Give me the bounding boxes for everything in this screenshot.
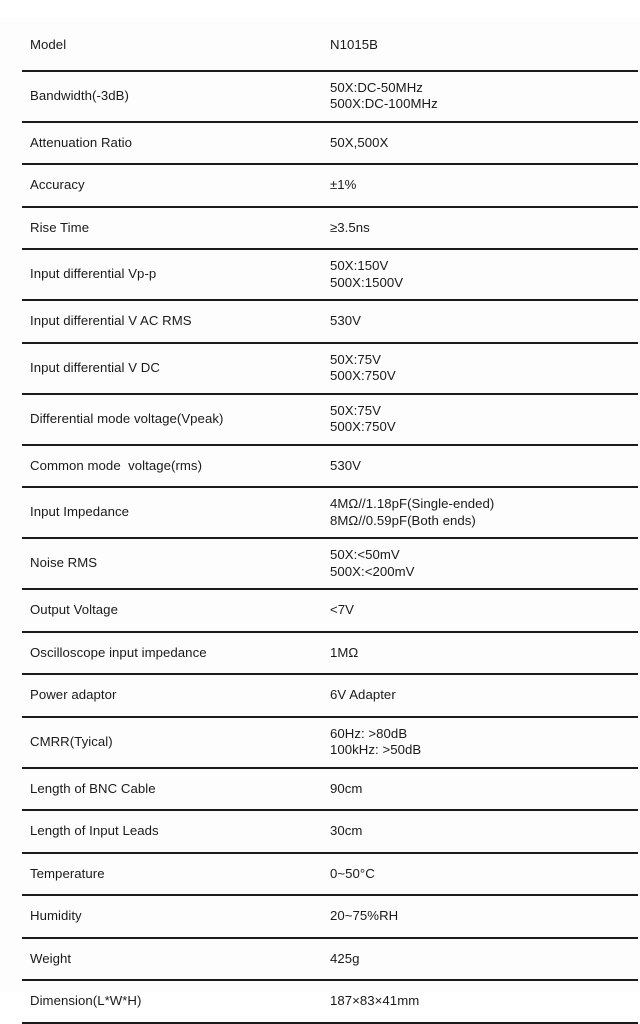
- spec-value-cell: [326, 538, 638, 589]
- spec-row: [22, 249, 638, 300]
- spec-value-cell: [326, 768, 638, 811]
- spec-row: [22, 122, 638, 165]
- spec-label-text: Model: [30, 37, 67, 52]
- spec-row: [22, 674, 638, 717]
- spec-label-cell: [22, 538, 326, 589]
- spec-value-cell: [326, 394, 638, 445]
- spec-value-line: 20~75%RH: [330, 908, 399, 923]
- spec-value-cell: [326, 589, 638, 632]
- spec-value-line: 500X:750V: [330, 368, 396, 383]
- spec-label-text: Dimension(L*W*H): [30, 993, 142, 1008]
- spec-value-line: N1015B: [330, 37, 378, 52]
- spec-value-line: 530V: [330, 313, 361, 328]
- spec-label-text: Temperature: [30, 865, 105, 881]
- spec-label-cell: [22, 895, 326, 938]
- spec-row: [22, 487, 638, 538]
- spec-value-line: 6V Adapter: [330, 687, 396, 702]
- spec-value-line: 30cm: [330, 823, 363, 838]
- spec-value-cell: [326, 487, 638, 538]
- spec-label-cell: [22, 768, 326, 811]
- spec-value-cell: [326, 71, 638, 122]
- spec-value-line: 530V: [330, 457, 361, 473]
- spec-value-cell: [326, 249, 638, 300]
- spec-label-text: Input Impedance: [30, 504, 129, 520]
- spec-value-line: ±1%: [330, 177, 357, 192]
- spec-value-cell: [326, 300, 638, 343]
- spec-value-line: 100kHz: >50dB: [330, 742, 422, 757]
- spec-row: [22, 300, 638, 343]
- spec-value-line: 425g: [330, 950, 360, 966]
- spec-value-line: 50X:75V: [330, 402, 381, 418]
- spec-label-cell: [22, 810, 326, 853]
- spec-value-cell: [326, 810, 638, 853]
- spec-label-cell: [22, 249, 326, 300]
- spec-label-text: Noise RMS: [30, 555, 98, 571]
- spec-row: [22, 394, 638, 445]
- spec-row: [22, 632, 638, 675]
- spec-row: [22, 895, 638, 938]
- spec-value-cell: [326, 980, 638, 1023]
- spec-label-text: Rise Time: [30, 219, 90, 235]
- spec-value-line: 50X,500X: [330, 134, 389, 150]
- spec-label-cell: [22, 122, 326, 165]
- spec-value-cell: [326, 17, 638, 71]
- spec-label-cell: [22, 980, 326, 1023]
- spec-value-line: 0~50°C: [330, 865, 375, 881]
- spec-row: [22, 853, 638, 896]
- spec-label-text: Differential mode voltage(Vpeak): [30, 410, 224, 426]
- spec-label-text: Input differential V DC: [30, 359, 160, 375]
- spec-label-cell: [22, 343, 326, 394]
- spec-value-line: 60Hz: >80dB: [330, 725, 408, 741]
- spec-value-cell: [326, 122, 638, 165]
- spec-value-cell: [326, 445, 638, 488]
- spec-value-cell: [326, 853, 638, 896]
- spec-value-line: 50X:DC-50MHz: [330, 79, 423, 95]
- spec-label-text: Power adaptor: [30, 687, 117, 702]
- spec-label-text: Output Voltage: [30, 602, 118, 617]
- spec-label-cell: [22, 717, 326, 768]
- spec-value-line: ≥3.5ns: [330, 219, 370, 235]
- spec-label-text: Length of BNC Cable: [30, 780, 156, 796]
- spec-value-line: 8MΩ//0.59pF(Both ends): [330, 512, 476, 528]
- spec-row: [22, 445, 638, 488]
- spec-row: [22, 938, 638, 981]
- spec-label-cell: [22, 71, 326, 122]
- spec-label-cell: [22, 17, 326, 71]
- spec-row: [22, 17, 638, 71]
- spec-value-line: 1MΩ: [330, 644, 359, 660]
- spec-value-line: 50X:150V: [330, 258, 389, 273]
- spec-label-cell: [22, 445, 326, 488]
- spec-value-cell: [326, 343, 638, 394]
- spec-row: [22, 589, 638, 632]
- spec-label-cell: [22, 938, 326, 981]
- spec-value-line: 50X:75V: [330, 351, 381, 367]
- spec-label-cell: [22, 207, 326, 250]
- spec-label-text: Weight: [30, 950, 72, 966]
- spec-label-text: Length of Input Leads: [30, 823, 159, 838]
- specification-table: [22, 17, 638, 1024]
- spec-label-cell: [22, 394, 326, 445]
- spec-label-text: Bandwidth(-3dB): [30, 87, 129, 103]
- spec-value-line: 500X:DC-100MHz: [330, 96, 438, 111]
- spec-label-text: Oscilloscope input impedance: [30, 644, 207, 660]
- spec-label-text: Input differential Vp-p: [30, 266, 157, 282]
- spec-label-text: Common mode voltage(rms): [30, 457, 203, 473]
- spec-row: [22, 538, 638, 589]
- spec-label-text: CMRR(Tyical): [30, 733, 113, 749]
- spec-label-text: Input differential V AC RMS: [30, 313, 192, 328]
- specification-sheet: [0, 17, 640, 1008]
- spec-row: [22, 343, 638, 394]
- spec-value-line: 4MΩ//1.18pF(Single-ended): [330, 496, 495, 511]
- spec-value-cell: [326, 674, 638, 717]
- spec-label-cell: [22, 632, 326, 675]
- spec-value-line: 50X:<50mV: [330, 547, 400, 562]
- spec-row: [22, 164, 638, 207]
- spec-value-line: 500X:<200mV: [330, 563, 415, 579]
- spec-row: [22, 717, 638, 768]
- spec-label-text: Accuracy: [30, 177, 85, 192]
- spec-value-line: 90cm: [330, 780, 363, 796]
- spec-value-line: 500X:750V: [330, 419, 396, 434]
- specification-table-body: [22, 17, 638, 1023]
- spec-value-cell: [326, 164, 638, 207]
- spec-value-line: <7V: [330, 602, 354, 617]
- spec-value-line: 500X:1500V: [330, 274, 404, 290]
- spec-value-cell: [326, 207, 638, 250]
- spec-label-cell: [22, 164, 326, 207]
- spec-value-cell: [326, 938, 638, 981]
- spec-value-cell: [326, 717, 638, 768]
- spec-label-cell: [22, 853, 326, 896]
- spec-row: [22, 980, 638, 1023]
- spec-row: [22, 207, 638, 250]
- spec-label-text: Attenuation Ratio: [30, 134, 133, 150]
- spec-row: [22, 71, 638, 122]
- spec-value-cell: [326, 895, 638, 938]
- spec-label-cell: [22, 589, 326, 632]
- spec-value-cell: [326, 632, 638, 675]
- spec-row: [22, 810, 638, 853]
- spec-value-line: 187×83×41mm: [330, 993, 420, 1008]
- spec-label-cell: [22, 300, 326, 343]
- spec-row: [22, 768, 638, 811]
- spec-label-cell: [22, 674, 326, 717]
- spec-label-cell: [22, 487, 326, 538]
- spec-label-text: Humidity: [30, 908, 82, 923]
